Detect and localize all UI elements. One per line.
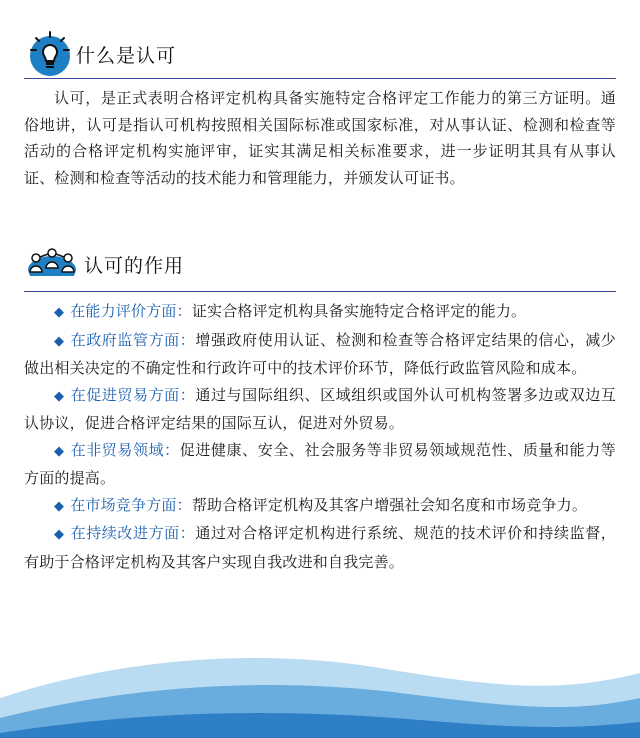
- diamond-bullet-icon: ◆: [54, 527, 65, 542]
- role-heading: 在能力评价方面：: [70, 302, 192, 320]
- diamond-bullet-icon: ◆: [54, 388, 65, 404]
- section2-heading: [24, 244, 184, 284]
- role-text: 证实合格评定机构具备实施特定合格评定的能力。: [191, 302, 527, 320]
- section2-title: 认可的作用: [84, 254, 185, 277]
- role-text: 通过对合格评定机构进行系统、规范的技术评价和持续监督，有助于合格评定机构及其客户实现自我改进和自我完善。: [24, 524, 616, 571]
- role-item: [24, 327, 616, 382]
- role-item: [24, 492, 616, 521]
- diamond-bullet-icon: ◆: [54, 305, 65, 320]
- role-text: 通过与国际组织、区域组织或国外认可机构签署多边或双边互认协议，促进合格评定结果的国际互认，促进对外贸易。: [24, 385, 616, 432]
- role-heading: 在持续改进方面：: [70, 524, 196, 542]
- role-text: 促进健康、安全、社会服务等非贸易领域规范性、质量和能力等方面的提高。: [24, 440, 616, 487]
- role-text: 帮助合格评定机构及其客户增强社会知名度和市场竞争力。: [191, 495, 588, 514]
- diamond-bullet-icon: ◆: [54, 333, 65, 349]
- roles-list: [24, 298, 616, 575]
- intro-paragraph: 认可，是正式表明合格评定机构具备实施特定合格评定工作能力的第三方证明。通俗地讲，认可是指认可机构按照相关国际标准或国家标准，对从事认证、检测和检查等活动的合格评定机构实施评审，证实其满足相关标准要求，进一步证明其具有从事认证、检测和检查等活动的技术能力和管理能力，并颁发认可证书。: [24, 89, 616, 187]
- role-heading: 在政府监管方面：: [70, 330, 196, 349]
- section1-divider: [24, 78, 616, 79]
- section1-heading: [28, 30, 176, 78]
- section1-title: 什么是认可: [76, 44, 177, 67]
- role-heading: 在促进贸易方面：: [70, 385, 196, 404]
- diamond-bullet-icon: ◆: [54, 443, 65, 459]
- role-item: [24, 437, 616, 492]
- people-network-icon: [24, 244, 80, 284]
- role-heading: 在非贸易领域：: [70, 440, 180, 459]
- role-item: [24, 298, 616, 327]
- role-item: [24, 520, 616, 575]
- role-text: 增强政府使用认证、检测和检查等合格评定结果的信心，减少做出相关决定的不确定性和行政许可中的技术评价环节，降低行政监管风险和成本。: [24, 330, 616, 377]
- section2-divider: [24, 291, 616, 292]
- wave-decoration: [0, 638, 640, 738]
- role-item: [24, 382, 616, 437]
- role-heading: 在市场竞争方面：: [70, 495, 192, 514]
- diamond-bullet-icon: ◆: [54, 498, 65, 514]
- lightbulb-icon: [28, 30, 72, 78]
